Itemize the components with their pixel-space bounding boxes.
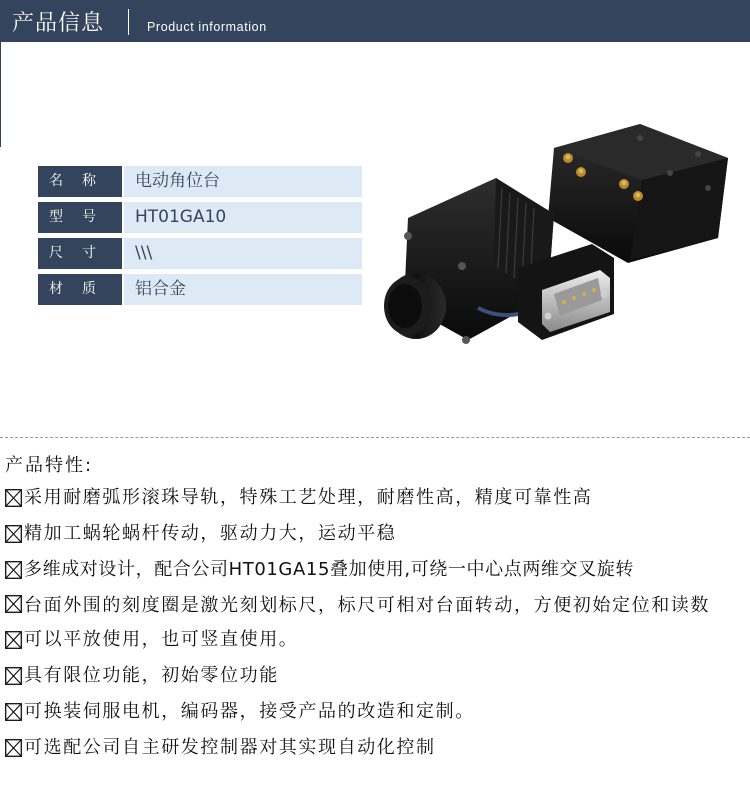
spec-key: 尺寸 bbox=[38, 238, 122, 269]
feature-item bbox=[5, 520, 745, 548]
feature-text: 可换装伺服电机，编码器，接受产品的改造和定制。 bbox=[24, 701, 475, 722]
section-header bbox=[0, 0, 750, 42]
spec-value: 电动角位台 bbox=[124, 166, 362, 197]
feature-item bbox=[5, 662, 745, 690]
feature-text: 多维成对设计，配合公司HT01GA15叠加使用,可绕一中心点两维交叉旋转 bbox=[24, 559, 634, 580]
checkbox-icon bbox=[5, 667, 22, 685]
spec-row-name bbox=[38, 166, 362, 197]
product-image bbox=[378, 118, 730, 358]
checkbox-icon bbox=[5, 525, 22, 543]
feature-item bbox=[5, 734, 745, 762]
checkbox-icon bbox=[5, 595, 22, 613]
spec-table bbox=[38, 166, 362, 310]
feature-item bbox=[5, 484, 745, 512]
spec-key: 材质 bbox=[38, 274, 122, 305]
spec-value: \\\ bbox=[124, 238, 362, 269]
spec-row-model bbox=[38, 202, 362, 233]
section-title: 产品信息 bbox=[12, 11, 105, 36]
feature-item bbox=[5, 590, 745, 622]
checkbox-icon bbox=[5, 489, 22, 507]
feature-text: 精加工蜗轮蜗杆传动，驱动力大，运动平稳 bbox=[24, 523, 397, 544]
checkbox-icon bbox=[5, 561, 22, 579]
checkbox-icon bbox=[5, 703, 22, 721]
features-list bbox=[5, 484, 745, 770]
feature-item bbox=[5, 698, 745, 726]
spec-row-material bbox=[38, 274, 362, 305]
header-divider bbox=[128, 9, 129, 35]
section-divider bbox=[0, 437, 750, 438]
section-subtitle: Product information bbox=[147, 20, 267, 34]
feature-text: 可选配公司自主研发控制器对其实现自动化控制 bbox=[24, 737, 436, 758]
feature-item bbox=[5, 556, 745, 584]
features-title: 产品特性: bbox=[5, 455, 94, 476]
spec-value: 铝合金 bbox=[124, 274, 362, 305]
feature-text: 具有限位功能，初始零位功能 bbox=[24, 665, 279, 686]
feature-text: 台面外围的刻度圈是激光刻划标尺，标尺可相对台面转动，方便初始定位和读数 bbox=[24, 595, 710, 616]
left-accent-line bbox=[0, 42, 1, 147]
spec-row-size bbox=[38, 238, 362, 269]
feature-text: 可以平放使用，也可竖直使用。 bbox=[24, 629, 299, 650]
checkbox-icon bbox=[5, 739, 22, 757]
feature-text: 采用耐磨弧形滚珠导轨，特殊工艺处理，耐磨性高，精度可靠性高 bbox=[24, 487, 593, 508]
spec-key: 名称 bbox=[38, 166, 122, 197]
spec-key: 型号 bbox=[38, 202, 122, 233]
feature-item bbox=[5, 626, 745, 654]
spec-value: HT01GA10 bbox=[124, 202, 362, 233]
checkbox-icon bbox=[5, 631, 22, 649]
